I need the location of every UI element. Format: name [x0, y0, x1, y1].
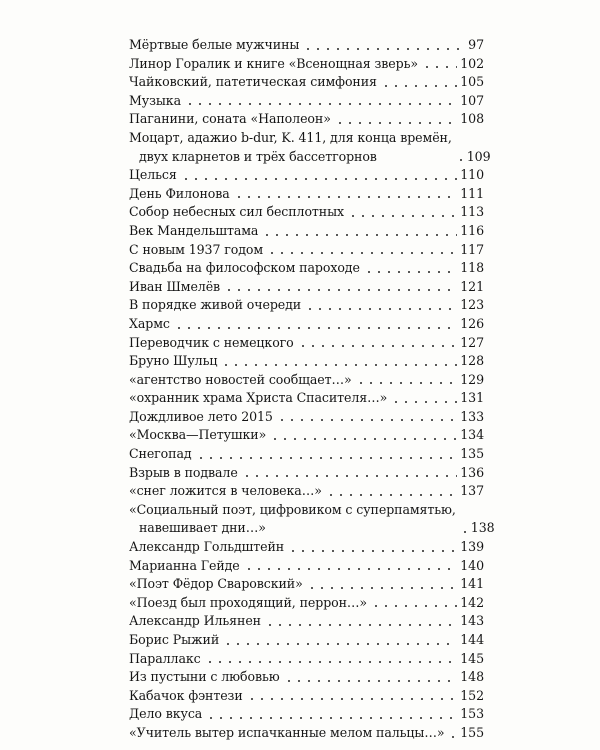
toc-entry — [129, 501, 495, 538]
toc-entry-title-line: Александр Ильянен — [129, 613, 261, 629]
toc-entry-title — [129, 408, 273, 427]
toc-entry-page-number: 126 — [460, 315, 484, 331]
toc-entry — [129, 55, 484, 74]
toc-entry-title — [129, 445, 192, 464]
toc-entry-page-number: 135 — [460, 446, 484, 462]
toc-entry — [129, 575, 484, 594]
dot-leader — [391, 394, 457, 404]
dot-leader — [267, 245, 457, 255]
toc-entry-page-number: 117 — [460, 241, 484, 257]
toc-entry-page-number: 127 — [460, 334, 484, 350]
toc-entry-page-number: 123 — [460, 297, 484, 313]
toc-entry-page-number: 134 — [460, 427, 484, 443]
dot-leader — [288, 543, 457, 553]
toc-entry-title — [129, 315, 170, 334]
toc-entry-page-number: 118 — [460, 260, 484, 276]
toc-entry-title-line: «Москва—Петушки» — [129, 427, 267, 443]
toc-entry-title — [129, 464, 238, 483]
toc-entry-page-number: 138 — [470, 520, 495, 536]
toc-entry-title — [129, 668, 280, 687]
toc-entry-page-number: 109 — [466, 148, 491, 164]
dot-leader — [326, 487, 457, 497]
toc-entry-title-line: Собор небесных сил бесплотных — [129, 204, 345, 220]
dot-leader — [174, 320, 457, 330]
toc-entry-title-line: «агентство новостей сообщает…» — [129, 371, 352, 387]
toc-entry-title-line: Чайковский, патетическая симфония — [129, 74, 377, 90]
toc-entry — [129, 129, 491, 166]
toc-entry — [129, 631, 484, 650]
toc-entry-title-line: Мёртвые белые мужчины — [129, 37, 300, 52]
toc-entry-page-number: 108 — [460, 111, 484, 127]
toc-entry — [129, 73, 484, 92]
dot-leader — [262, 227, 457, 237]
toc-entry — [129, 352, 484, 371]
toc-entry — [129, 426, 484, 445]
toc-entry — [129, 668, 484, 687]
toc-entry-title-line: «снег ложится в человека…» — [129, 483, 322, 499]
toc-entry-title-line: Музыка — [129, 92, 181, 108]
dot-leader — [205, 654, 458, 664]
toc-entry-page-number: 110 — [460, 167, 484, 183]
toc-entry — [129, 371, 484, 390]
toc-entry-title — [129, 724, 444, 743]
toc-entry-title-line: Век Мандельштама — [129, 222, 259, 238]
toc-entry — [129, 278, 484, 297]
toc-entry-title-line: Переводчик с немецкого — [129, 334, 294, 350]
toc-entry-page-number: 133 — [460, 408, 484, 424]
toc-entry-page-number: 129 — [460, 371, 484, 387]
toc-entry-page-number: 143 — [460, 613, 484, 629]
toc-entry-page-number: 113 — [460, 204, 484, 220]
toc-entry-page-number: 144 — [460, 632, 484, 647]
toc-entry-title-line: «Поэт Фёдор Сваровский» — [129, 576, 303, 592]
dot-leader — [460, 524, 468, 534]
toc-entry-page-number: 131 — [460, 390, 484, 406]
toc-entry-title — [129, 166, 177, 185]
dot-leader — [448, 729, 457, 739]
toc-entry-page-number: 148 — [460, 669, 484, 685]
toc-entry-title-line: Линор Горалик и книге «Всенощная зверь» — [129, 55, 418, 71]
toc-entry — [129, 334, 484, 353]
toc-entry-title-line: Дождливое лето 2015 — [129, 408, 273, 424]
toc-entry-page-number: 140 — [460, 557, 484, 573]
toc-entry-title-line: «охранник храма Христа Спасителя…» — [129, 390, 388, 406]
toc-entry-title-line: Из пустыни с любовью — [129, 669, 280, 685]
dot-leader — [223, 636, 457, 646]
toc-entry — [129, 203, 484, 222]
toc-entry-page-number: 152 — [460, 687, 484, 703]
toc-entry-title — [129, 110, 331, 129]
dot-leader — [181, 171, 458, 181]
toc-entry-title — [129, 631, 219, 650]
toc-entry — [129, 185, 484, 204]
toc-entry-title-line: Александр Гольдштейн — [129, 539, 285, 555]
toc-entry-title-line: навешивает дни…» — [139, 520, 266, 536]
toc-entry — [129, 222, 484, 241]
toc-entry — [129, 408, 484, 427]
toc-entry-title — [129, 278, 220, 297]
toc-entry — [129, 557, 484, 576]
toc-entry — [129, 110, 484, 129]
dot-leader — [348, 208, 457, 218]
toc-entry-title-line: Хармс — [129, 315, 170, 331]
toc-entry-title-line: Бруно Шульц — [129, 353, 218, 369]
toc-entry-title-line: Параллакс — [129, 650, 201, 666]
dot-leader — [303, 41, 465, 51]
toc-entry-title-line: С новым 1937 годом — [129, 241, 264, 257]
toc-entry — [129, 259, 484, 278]
toc-entry-page-number: 121 — [460, 278, 484, 294]
dot-leader — [244, 561, 458, 571]
toc-entry-title — [129, 650, 201, 669]
toc-entry-page-number: 102 — [460, 55, 484, 71]
dot-leader — [265, 617, 457, 627]
toc-entry-title — [129, 185, 230, 204]
toc-entry-title — [129, 241, 263, 260]
toc-entry — [129, 594, 484, 613]
toc-entry-title-line: «Учитель вытер испачканные мелом пальцы…» — [129, 724, 445, 740]
toc-entry-page-number: 116 — [460, 222, 484, 238]
toc-entry-page-number: 141 — [460, 576, 484, 592]
toc-entry-title-line: Свадьба на философском пароходе — [129, 260, 360, 276]
toc-entry — [129, 687, 484, 706]
toc-entry-title — [129, 73, 377, 92]
dot-leader — [284, 673, 458, 683]
toc-entry-title-line: Марианна Гейде — [129, 557, 240, 573]
toc-entry-page-number: 137 — [460, 483, 484, 499]
toc-entry-page-number: 142 — [460, 594, 484, 610]
dot-leader — [422, 59, 457, 69]
dot-leader — [185, 96, 457, 106]
toc-entry-title — [129, 426, 266, 445]
toc-entry-title — [129, 334, 294, 353]
toc-entry — [129, 724, 484, 743]
toc-entry — [129, 166, 484, 185]
toc-entry — [129, 445, 484, 464]
dot-leader — [221, 357, 457, 367]
toc-entry-page-number: 139 — [460, 539, 484, 555]
dot-leader — [234, 189, 458, 199]
toc-entry-title — [129, 92, 181, 111]
toc-entry-title-line: «Социальный поэт, цифровиком с суперпамятью, — [129, 501, 456, 517]
toc-entry — [129, 650, 484, 669]
toc-entry-title-line: Паганини, соната «Наполеон» — [129, 111, 331, 127]
toc-entry-title — [129, 389, 387, 408]
toc-entry-title-line: Снегопад — [129, 446, 192, 462]
toc-entry — [129, 241, 484, 260]
dot-leader — [242, 468, 458, 478]
toc-entry-title-line: День Филонова — [129, 185, 230, 201]
dot-leader — [206, 710, 457, 720]
toc-entry-title — [129, 557, 240, 576]
toc-entry-title-line: «Поезд был проходящий, перрон…» — [129, 594, 368, 610]
dot-leader — [270, 431, 457, 441]
toc-entry-page-number: 97 — [468, 37, 484, 52]
dot-leader — [364, 264, 457, 274]
toc-entry-page-number: 145 — [460, 650, 484, 666]
toc-entry-title-line: двух кларнетов и трёх бассетгорнов — [139, 148, 377, 164]
toc-entry-page-number: 105 — [460, 74, 484, 90]
toc-entry-title — [129, 687, 243, 706]
dot-leader — [335, 115, 457, 125]
toc-entry-page-number: 111 — [460, 185, 484, 201]
dot-leader — [356, 375, 458, 385]
toc-entry-title — [129, 36, 299, 55]
toc-entry-title — [129, 55, 418, 74]
toc-entry-title — [129, 129, 452, 166]
toc-entry-page-number: 128 — [460, 353, 484, 369]
toc-entry-title — [129, 371, 352, 390]
toc-entry — [129, 538, 484, 557]
toc-entry — [129, 315, 484, 334]
toc-entry-title — [129, 259, 360, 278]
toc-entry — [129, 389, 484, 408]
toc-entry-page-number: 153 — [460, 706, 484, 722]
toc-entry-title-line: Дело вкуса — [129, 706, 203, 722]
dot-leader — [247, 691, 458, 701]
toc-entry-title — [129, 538, 284, 557]
toc-entry-title — [129, 482, 322, 501]
dot-leader — [456, 152, 464, 162]
dot-leader — [371, 598, 457, 608]
toc-entry-title — [129, 612, 261, 631]
toc-entry-title-line: Целься — [129, 167, 177, 183]
toc-entry — [129, 296, 484, 315]
toc-entry-title — [129, 296, 301, 315]
toc-entry — [129, 482, 484, 501]
toc-entry-title — [129, 501, 456, 538]
toc-entry-title-line: Взрыв в подвале — [129, 464, 238, 480]
toc-entry — [129, 705, 484, 724]
toc-entry-page-number: 136 — [460, 464, 484, 480]
toc-entry-title-line: Борис Рыжий — [129, 632, 220, 647]
toc-entry-page-number: 155 — [460, 724, 484, 740]
toc-entry-title-line: Иван Шмелёв — [129, 278, 221, 294]
toc-entry-title-line: Моцарт, адажио b-dur, K. 411, для конца времён, — [129, 129, 452, 145]
dot-leader — [305, 301, 457, 311]
toc-entry — [129, 612, 484, 631]
table-of-contents — [129, 36, 495, 743]
toc-entry-title — [129, 705, 202, 724]
toc-entry-page-number: 107 — [460, 92, 484, 108]
toc-entry-title — [129, 352, 217, 371]
dot-leader — [307, 580, 458, 590]
toc-entry-title — [129, 203, 344, 222]
toc-entry — [129, 92, 484, 111]
toc-entry-title — [129, 594, 367, 613]
dot-leader — [277, 412, 457, 422]
dot-leader — [298, 338, 458, 348]
toc-entry-title-line: Кабачок фэнтези — [129, 687, 243, 703]
dot-leader — [224, 282, 457, 292]
dot-leader — [196, 450, 458, 460]
toc-entry-title — [129, 575, 303, 594]
toc-entry — [129, 36, 484, 55]
dot-leader — [381, 78, 457, 88]
toc-entry-title — [129, 222, 258, 241]
toc-entry — [129, 464, 484, 483]
toc-entry-title-line: В порядке живой очереди — [129, 297, 302, 313]
